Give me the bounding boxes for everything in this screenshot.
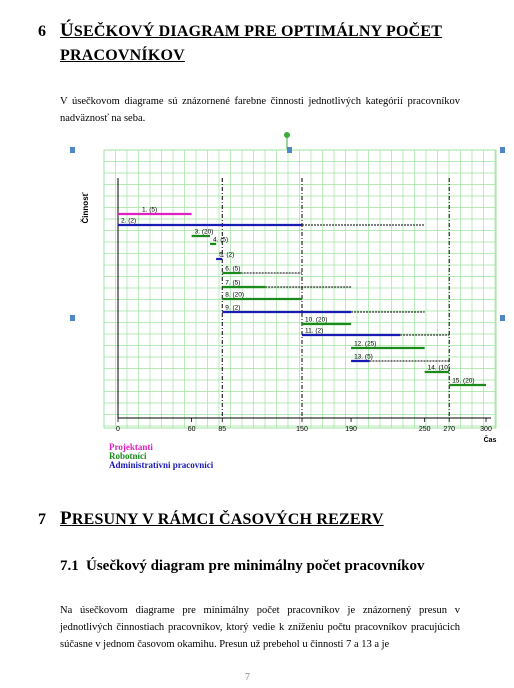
heading-initial: P bbox=[60, 508, 72, 529]
task-label: 2. (2) bbox=[121, 217, 137, 225]
resize-handle bbox=[500, 315, 505, 321]
subsection-number: 7.1 bbox=[60, 558, 79, 574]
section-6-heading-line2: PRACOVNÍKOV bbox=[60, 47, 185, 64]
resize-handle bbox=[500, 147, 505, 153]
rotate-handle bbox=[284, 132, 290, 138]
task-label: 12. (25) bbox=[354, 340, 377, 348]
x-tick-label: 150 bbox=[296, 426, 308, 433]
task-label: 4. (5) bbox=[213, 236, 229, 244]
task-label: 1. (5) bbox=[142, 206, 158, 214]
section-7-heading bbox=[38, 508, 384, 530]
heading-initial: Ú bbox=[60, 20, 74, 41]
resize-handle bbox=[287, 147, 292, 153]
x-tick-label: 270 bbox=[443, 426, 456, 433]
y-axis-label: Činnosť bbox=[81, 192, 90, 224]
task-label: 9. (2) bbox=[225, 304, 241, 312]
section-6-heading bbox=[38, 20, 478, 42]
task-label: 7. (5) bbox=[225, 279, 241, 287]
x-tick-label: 300 bbox=[480, 426, 492, 433]
task-label: 8. (20) bbox=[225, 291, 245, 299]
task-label: 10. (20) bbox=[305, 316, 328, 324]
task-label: 5. (2) bbox=[219, 251, 235, 259]
legend-projektanti: Projektanti bbox=[109, 442, 153, 452]
heading-line1: SEČKOVÝ DIAGRAM PRE OPTIMÁLNY POČET bbox=[73, 23, 443, 40]
page-number: 7 bbox=[245, 672, 250, 683]
heading-rest: RESUNY V RÁMCI ČASOVÝCH REZERV bbox=[71, 511, 384, 528]
resize-handle bbox=[70, 147, 75, 153]
x-tick-label: 85 bbox=[218, 426, 227, 433]
subsection-title: Úsečkový diagram pre minimálny počet pracovníkov bbox=[86, 558, 425, 574]
section-number: 6 bbox=[38, 23, 47, 40]
resize-handle bbox=[70, 315, 75, 321]
intro-paragraph: V úsečkovom diagrame sú znázornené farebne činnosti jednotlivých kategórií pracovníkov nadväznosť na seba. bbox=[60, 96, 460, 124]
task-label: 13. (5) bbox=[354, 353, 373, 361]
task-label: 14. (10) bbox=[427, 364, 451, 372]
x-tick-label: 60 bbox=[187, 426, 196, 433]
section-7-1-heading bbox=[60, 558, 424, 575]
chart-legend bbox=[109, 443, 213, 470]
section-7-1-paragraph: Na úsečkovom diagrame pre minimálny počet pracovníkov je znázornený presun v jednotlivých činnostiach pracovníkov, ktorý vedie k zníženiu počtu pracovníkov pracujúcich súčasne v jednom časovom okamihu. Presun už prebehol u činnosti 7 a 13 a je bbox=[60, 605, 460, 650]
task-label: 11. (2) bbox=[305, 327, 324, 335]
x-axis-label: Čas bbox=[483, 437, 497, 444]
x-tick-label: 250 bbox=[418, 426, 431, 433]
task-label: 6. (5) bbox=[225, 265, 241, 273]
x-tick-label: 0 bbox=[116, 426, 120, 433]
task-label: 15. (20) bbox=[452, 377, 475, 385]
x-tick-label: 190 bbox=[345, 426, 357, 433]
legend-roboticni: Robotníci bbox=[109, 451, 147, 461]
legend-administrativni: Administratívni pracovníci bbox=[109, 460, 214, 470]
task-label: 3. (20) bbox=[194, 228, 214, 236]
gantt-chart bbox=[66, 128, 506, 473]
section-number: 7 bbox=[38, 511, 47, 528]
